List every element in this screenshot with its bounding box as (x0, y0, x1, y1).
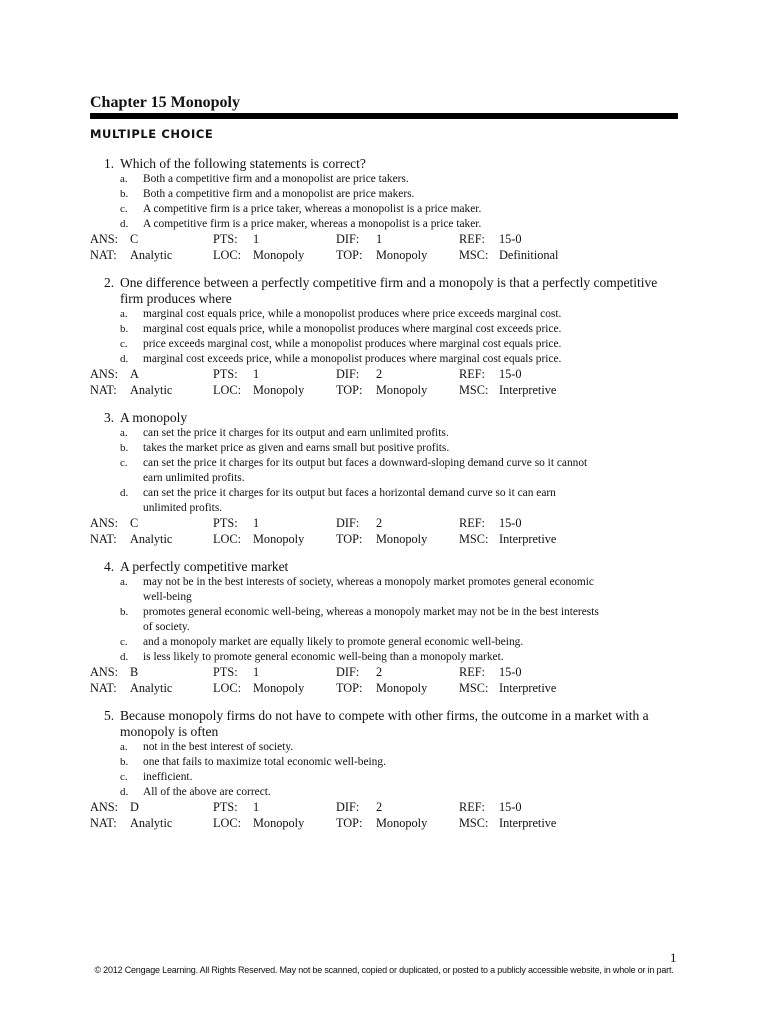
chapter-title: Chapter 15 Monopoly (90, 94, 240, 111)
meta-label-ans: ANS: (90, 665, 119, 679)
copyright-footer: © 2012 Cengage Learning. All Rights Reserved. May not be scanned, copied or duplicated, or posted to a publicly accessible website, in whole or in part. (94, 965, 674, 975)
answer-choice (90, 785, 663, 800)
question-item (90, 559, 690, 696)
meta-label-msc: MSC: (459, 247, 489, 262)
choice-letter: c. (120, 457, 128, 469)
meta-value-top: Monopoly (376, 680, 428, 695)
choice-text: Both a competitive firm and a monopolist are price makers. (143, 188, 415, 200)
choice-list (90, 740, 690, 800)
meta-label-dif: DIF: (336, 665, 360, 679)
meta-label-loc: LOC: (213, 382, 242, 397)
answer-choice (90, 172, 663, 187)
meta-value-pts: 1 (253, 367, 260, 381)
meta-label-loc: LOC: (213, 680, 242, 695)
question-stem-line: Which of the following statements is correct? (120, 156, 366, 171)
meta-label-pts: PTS: (213, 800, 238, 814)
question-item (90, 410, 690, 547)
choice-letter: c. (120, 636, 128, 648)
meta-label-nat: NAT: (90, 531, 117, 546)
choice-letter: b. (120, 756, 129, 768)
meta-value-ref: 15-0 (499, 367, 522, 381)
metadata-row (90, 816, 690, 832)
question-number: 3. (104, 410, 115, 425)
choice-text: can set the price it charges for its output and earn unlimited profits. (143, 427, 449, 439)
metadata-row (90, 681, 690, 697)
question-item (90, 156, 690, 263)
choice-letter: b. (120, 442, 129, 454)
choice-letter: a. (120, 173, 128, 185)
meta-label-ref: REF: (459, 665, 485, 679)
section-title: MULTIPLE CHOICE (90, 127, 214, 141)
meta-label-msc: MSC: (459, 815, 489, 830)
meta-value-top: Monopoly (376, 382, 428, 397)
answer-choice (90, 352, 663, 367)
meta-value-msc: Interpretive (499, 680, 557, 695)
meta-value-dif: 1 (376, 232, 383, 246)
answer-choice (90, 740, 663, 755)
question-stem (90, 410, 690, 426)
meta-value-dif: 2 (376, 800, 383, 814)
choice-letter: d. (120, 651, 129, 663)
answer-metadata (90, 516, 690, 547)
meta-value-top: Monopoly (376, 815, 428, 830)
question-stem (90, 559, 690, 575)
choice-text: not in the best interest of society. (143, 741, 294, 753)
choice-list (90, 575, 690, 665)
choice-text: All of the above are correct. (143, 786, 271, 798)
choice-text: marginal cost equals price, while a monopolist produces where price exceeds marginal cost. (143, 308, 562, 320)
choice-letter: d. (120, 786, 129, 798)
meta-value-ans: D (130, 800, 139, 814)
choice-letter: c. (120, 771, 128, 783)
meta-label-loc: LOC: (213, 247, 242, 262)
answer-choice (90, 605, 663, 635)
choice-letter: b. (120, 188, 129, 200)
choice-letter: b. (120, 606, 129, 618)
choice-letter: b. (120, 323, 129, 335)
meta-label-nat: NAT: (90, 680, 117, 695)
choice-text: earn unlimited profits. (143, 472, 245, 484)
meta-value-ref: 15-0 (499, 232, 522, 246)
meta-value-ref: 15-0 (499, 516, 522, 530)
answer-metadata (90, 232, 690, 263)
meta-value-pts: 1 (253, 232, 260, 246)
meta-value-loc: Monopoly (253, 531, 305, 546)
meta-value-loc: Monopoly (253, 680, 305, 695)
choice-text: A competitive firm is a price taker, whereas a monopolist is a price maker. (143, 203, 482, 215)
meta-label-pts: PTS: (213, 367, 238, 381)
choice-text: can set the price it charges for its output but faces a downward-sloping demand curve so it cannot (143, 457, 588, 469)
answer-metadata (90, 800, 690, 831)
meta-value-loc: Monopoly (253, 247, 305, 262)
metadata-row (90, 248, 690, 264)
meta-label-loc: LOC: (213, 815, 242, 830)
meta-value-msc: Interpretive (499, 531, 557, 546)
meta-value-msc: Interpretive (499, 382, 557, 397)
meta-label-top: TOP: (336, 382, 363, 397)
question-stem-line: A perfectly competitive market (120, 559, 289, 574)
answer-choice (90, 635, 663, 650)
meta-value-ans: C (130, 232, 139, 246)
answer-choice (90, 486, 663, 516)
meta-label-dif: DIF: (336, 516, 360, 530)
question-number: 1. (104, 156, 115, 171)
choice-text: marginal cost equals price, while a monopolist produces where marginal cost exceeds price. (143, 323, 562, 335)
choice-list (90, 172, 690, 232)
question-number: 4. (104, 559, 115, 574)
question-stem-line: firm produces where (120, 291, 232, 306)
answer-choice (90, 217, 663, 232)
answer-choice (90, 202, 663, 217)
meta-label-dif: DIF: (336, 367, 360, 381)
meta-value-loc: Monopoly (253, 815, 305, 830)
question-stem-line: One difference between a perfectly competitive firm and a monopoly is that a perfectly competitive (120, 275, 658, 290)
choice-letter: d. (120, 487, 129, 499)
metadata-row (90, 516, 690, 532)
meta-value-top: Monopoly (376, 247, 428, 262)
meta-label-nat: NAT: (90, 815, 117, 830)
meta-label-ref: REF: (459, 516, 485, 530)
choice-text: can set the price it charges for its output but faces a horizontal demand curve so it can earn (143, 487, 556, 499)
choice-letter: a. (120, 427, 128, 439)
choice-letter: c. (120, 203, 128, 215)
meta-label-top: TOP: (336, 247, 363, 262)
meta-label-loc: LOC: (213, 531, 242, 546)
question-number: 5. (104, 708, 115, 723)
meta-label-top: TOP: (336, 531, 363, 546)
choice-text: is less likely to promote general economic well-being than a monopoly market. (143, 651, 504, 663)
meta-value-ans: B (130, 665, 139, 679)
question-stem-line: monopoly is often (120, 724, 219, 739)
meta-label-ans: ANS: (90, 232, 119, 246)
meta-label-ref: REF: (459, 232, 485, 246)
meta-value-ans: A (130, 367, 139, 381)
choice-text: A competitive firm is a price maker, whereas a monopolist is a price taker. (143, 218, 482, 230)
choice-text: unlimited profits. (143, 502, 223, 514)
choice-text: and a monopoly market are equally likely to promote general economic well-being. (143, 636, 524, 648)
meta-label-pts: PTS: (213, 665, 238, 679)
answer-choice (90, 337, 663, 352)
answer-choice (90, 770, 663, 785)
meta-label-nat: NAT: (90, 247, 117, 262)
answer-choice (90, 307, 663, 322)
meta-value-dif: 2 (376, 516, 383, 530)
meta-value-pts: 1 (253, 800, 260, 814)
meta-label-ans: ANS: (90, 367, 119, 381)
question-stem-line: Because monopoly firms do not have to compete with other firms, the outcome in a market with a (120, 708, 649, 723)
choice-text: well-being (143, 591, 192, 603)
choice-text: may not be in the best interests of society, whereas a monopoly market promotes general economic (143, 576, 594, 588)
answer-choice (90, 456, 663, 486)
choice-text: promotes general economic well-being, whereas a monopoly market may not be in the best interests (143, 606, 599, 618)
meta-label-top: TOP: (336, 680, 363, 695)
meta-label-msc: MSC: (459, 680, 489, 695)
metadata-row (90, 383, 690, 399)
choice-list (90, 426, 690, 516)
meta-value-msc: Interpretive (499, 815, 557, 830)
meta-value-ref: 15-0 (499, 665, 522, 679)
meta-label-top: TOP: (336, 815, 363, 830)
answer-choice (90, 575, 663, 605)
meta-value-nat: Analytic (130, 531, 173, 546)
question-number: 2. (104, 275, 115, 290)
answer-choice (90, 650, 663, 665)
meta-value-msc: Definitional (499, 247, 559, 262)
meta-value-nat: Analytic (130, 815, 173, 830)
metadata-row (90, 800, 690, 816)
choice-text: Both a competitive firm and a monopolist are price takers. (143, 173, 409, 185)
choice-text: one that fails to maximize total economic well-being. (143, 756, 386, 768)
answer-choice (90, 441, 663, 456)
meta-label-ref: REF: (459, 367, 485, 381)
question-stem (90, 275, 690, 307)
question-item (90, 708, 690, 831)
meta-value-nat: Analytic (130, 247, 173, 262)
choice-letter: a. (120, 308, 128, 320)
choice-text: inefficient. (143, 771, 193, 783)
meta-label-ans: ANS: (90, 516, 119, 530)
meta-value-nat: Analytic (130, 382, 173, 397)
choice-letter: c. (120, 338, 128, 350)
meta-label-ans: ANS: (90, 800, 119, 814)
meta-label-nat: NAT: (90, 382, 117, 397)
question-stem (90, 156, 690, 172)
meta-label-ref: REF: (459, 800, 485, 814)
metadata-row (90, 232, 690, 248)
meta-value-pts: 1 (253, 665, 260, 679)
choice-text: takes the market price as given and earns small but positive profits. (143, 442, 450, 454)
meta-value-dif: 2 (376, 367, 383, 381)
choice-letter: d. (120, 218, 129, 230)
metadata-row (90, 665, 690, 681)
meta-label-dif: DIF: (336, 232, 360, 246)
choice-letter: a. (120, 741, 128, 753)
meta-value-dif: 2 (376, 665, 383, 679)
choice-list (90, 307, 690, 367)
answer-choice (90, 426, 663, 441)
choice-letter: a. (120, 576, 128, 588)
answer-metadata (90, 665, 690, 696)
meta-label-msc: MSC: (459, 531, 489, 546)
meta-value-top: Monopoly (376, 531, 428, 546)
meta-value-pts: 1 (253, 516, 260, 530)
choice-text: of society. (143, 621, 190, 633)
meta-label-msc: MSC: (459, 382, 489, 397)
answer-choice (90, 755, 663, 770)
meta-label-dif: DIF: (336, 800, 360, 814)
question-item (90, 275, 690, 398)
metadata-row (90, 367, 690, 383)
meta-value-loc: Monopoly (253, 382, 305, 397)
meta-label-pts: PTS: (213, 232, 238, 246)
choice-text: price exceeds marginal cost, while a monopolist produces where marginal cost equals price. (143, 338, 562, 350)
question-stem-line: A monopoly (120, 410, 188, 425)
page-number: 1 (670, 950, 677, 965)
meta-value-nat: Analytic (130, 680, 173, 695)
title-rule (90, 113, 678, 119)
meta-value-ans: C (130, 516, 139, 530)
choice-text: marginal cost exceeds price, while a monopolist produces where marginal cost equals price. (143, 353, 562, 365)
meta-value-ref: 15-0 (499, 800, 522, 814)
metadata-row (90, 532, 690, 548)
answer-choice (90, 322, 663, 337)
choice-letter: d. (120, 353, 129, 365)
question-stem (90, 708, 690, 740)
answer-metadata (90, 367, 690, 398)
meta-label-pts: PTS: (213, 516, 238, 530)
answer-choice (90, 187, 663, 202)
